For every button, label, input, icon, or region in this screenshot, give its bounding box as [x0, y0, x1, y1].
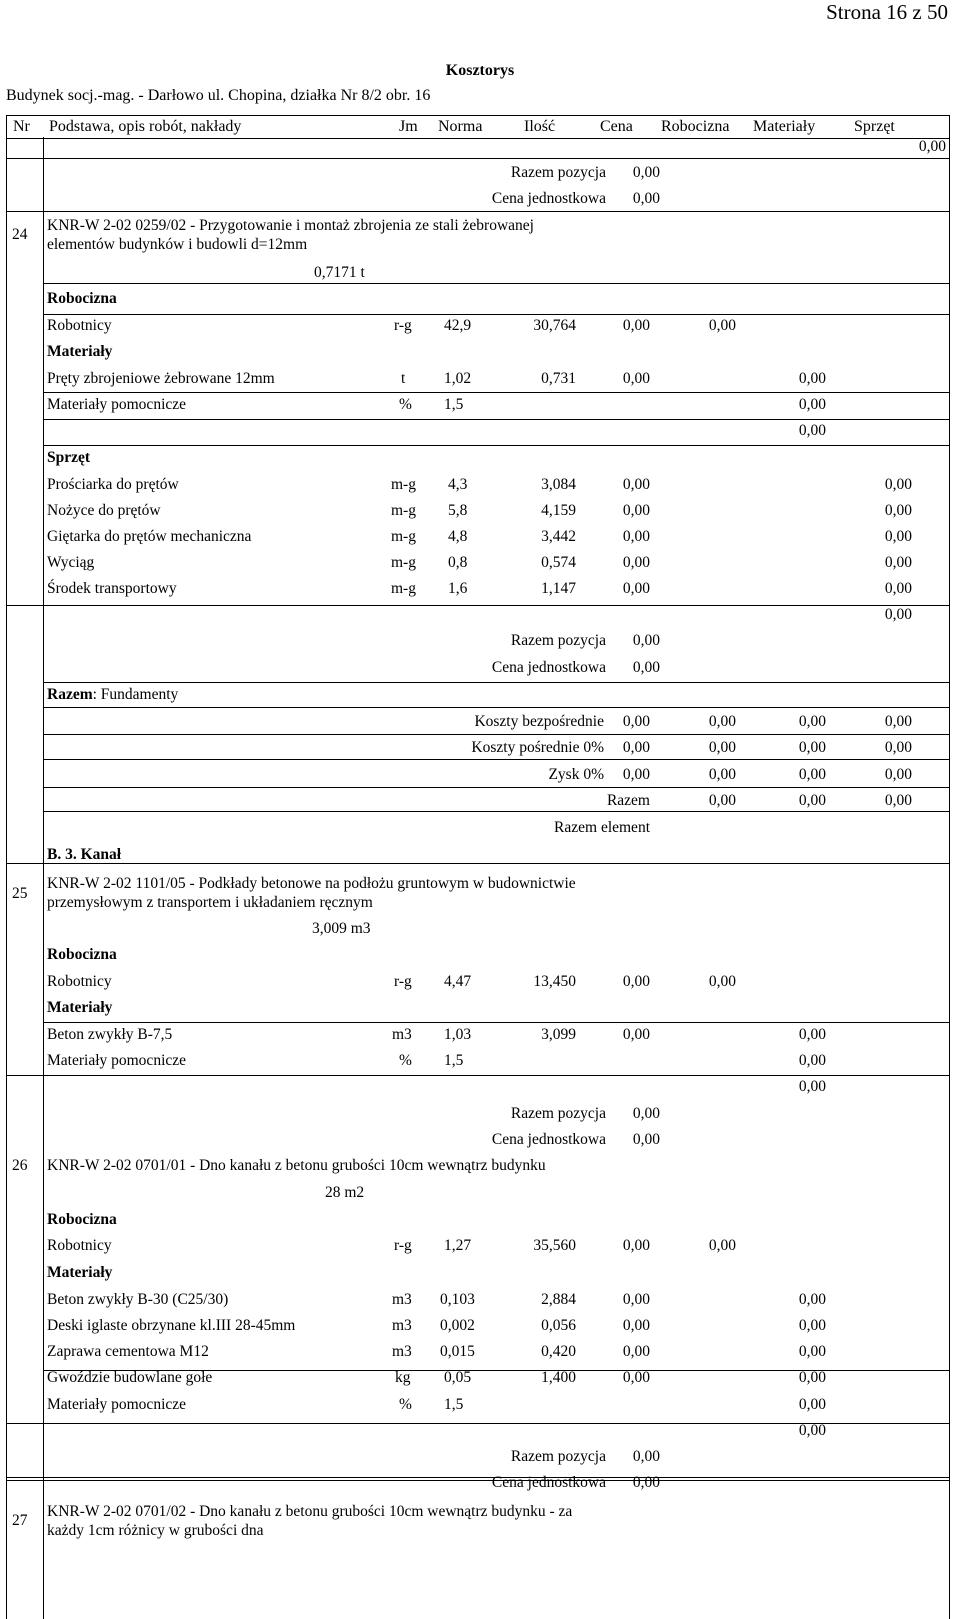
position-quantity: 3,009 m3 [312, 920, 371, 937]
summary-materialy: 0,00 [798, 739, 826, 756]
labor-robocizna: 0,00 [708, 973, 736, 990]
material-ilosc: 0,056 [541, 1317, 576, 1334]
material-name: Zaprawa cementowa M12 [47, 1343, 209, 1360]
material-materialy: 0,00 [798, 1026, 826, 1043]
section-robocizna: Robocizna [47, 290, 117, 307]
equipment-sprzet: 0,00 [884, 476, 912, 493]
position-number: 26 [12, 1157, 28, 1174]
labor-cena: 0,00 [622, 317, 650, 334]
labor-robocizna: 0,00 [708, 1237, 736, 1254]
summary-materialy: 0,00 [798, 766, 826, 783]
section-robocizna: Robocizna [47, 1211, 117, 1228]
summary-title [47, 686, 178, 704]
material-ilosc: 3,099 [541, 1026, 576, 1043]
zysk-label: Zysk 0% [548, 766, 604, 783]
equipment-name: Giętarka do prętów mechaniczna [47, 528, 252, 545]
labor-norma: 1,27 [444, 1237, 472, 1254]
razem-pozycja-label: Razem pozycja [510, 1448, 606, 1465]
material-ilosc: 0,731 [541, 370, 576, 387]
equipment-sprzet: 0,00 [884, 502, 912, 519]
section-sprzet: Sprzęt [47, 449, 91, 466]
razem-pozycja-label: Razem pozycja [510, 1105, 606, 1122]
row-divider [7, 863, 949, 864]
material-norma: 1,5 [444, 1052, 464, 1069]
labor-name: Robotnicy [47, 973, 112, 990]
material-cena: 0,00 [622, 1291, 650, 1308]
header-materialy: Materiały [753, 118, 816, 135]
material-name: Beton zwykły B-30 (C25/30) [47, 1291, 229, 1308]
material-materialy: 0,00 [798, 1343, 826, 1360]
row-divider [43, 787, 949, 788]
material-norma: 1,03 [444, 1026, 472, 1043]
section-robocizna: Robocizna [47, 946, 117, 963]
page-number: Strona 16 z 50 [826, 0, 948, 24]
equipment-ilosc: 3,084 [541, 476, 576, 493]
materials-subtotal: 0,00 [798, 422, 826, 439]
razem-pozycja-value: 0,00 [632, 1448, 660, 1465]
equipment-ilosc: 0,574 [541, 554, 576, 571]
cena-jednostkowa-value: 0,00 [632, 659, 660, 676]
summary-materialy: 0,00 [798, 713, 826, 730]
material-cena: 0,00 [622, 370, 650, 387]
equipment-jm: m-g [391, 554, 416, 571]
position-description: KNR-W 2-02 0259/02 - Przygotowanie i montaż zbrojenia ze stali żebrowanej [47, 217, 534, 234]
material-cena: 0,00 [622, 1343, 650, 1360]
material-jm: t [401, 370, 406, 387]
row-divider [43, 419, 949, 420]
labor-cena: 0,00 [622, 1237, 650, 1254]
header-robocizna: Robocizna [661, 118, 730, 135]
header-cena: Cena [600, 118, 633, 135]
cena-jednostkowa-label: Cena jednostkowa [491, 1474, 606, 1491]
material-jm: m3 [392, 1291, 412, 1308]
material-norma: 0,002 [440, 1317, 475, 1334]
material-norma: 1,5 [444, 1396, 464, 1413]
material-name: Gwoździe budowlane gołe [47, 1369, 213, 1386]
row-divider [7, 605, 949, 606]
labor-jm: r-g [394, 317, 412, 334]
summary-sprzet: 0,00 [884, 792, 912, 809]
labor-cena: 0,00 [622, 973, 650, 990]
razem-label: Razem [606, 792, 650, 809]
material-materialy: 0,00 [798, 1369, 826, 1386]
equipment-jm: m-g [391, 528, 416, 545]
table-header [6, 115, 950, 139]
material-materialy: 0,00 [798, 1052, 826, 1069]
material-norma: 0,05 [444, 1369, 472, 1386]
section-materialy: Materiały [47, 999, 113, 1016]
labor-jm: r-g [394, 973, 412, 990]
material-materialy: 0,00 [798, 370, 826, 387]
document-title: Kosztorys [445, 62, 515, 79]
equipment-norma: 5,8 [448, 502, 468, 519]
koszty-bezposrednie-label: Koszty bezpośrednie [474, 713, 604, 730]
equipment-name: Prościarka do prętów [47, 476, 179, 493]
material-name: Pręty zbrojeniowe żebrowane 12mm [47, 370, 275, 387]
material-jm: m3 [392, 1026, 412, 1043]
material-cena: 0,00 [622, 1369, 650, 1386]
column-divider [43, 137, 44, 1619]
equipment-name: Środek transportowy [47, 580, 177, 597]
labor-name: Robotnicy [47, 1237, 112, 1254]
position-quantity: 28 m2 [325, 1184, 365, 1201]
cena-jednostkowa-label: Cena jednostkowa [491, 659, 606, 676]
materials-subtotal: 0,00 [798, 1078, 826, 1095]
row-divider [7, 158, 949, 159]
material-name: Beton zwykły B-7,5 [47, 1026, 173, 1043]
row-divider [7, 1075, 949, 1076]
position-number: 25 [12, 885, 28, 902]
row-divider [7, 211, 949, 212]
equipment-sprzet: 0,00 [884, 554, 912, 571]
material-ilosc: 1,400 [541, 1369, 576, 1386]
koszty-posrednie-label: Koszty pośrednie 0% [471, 739, 604, 756]
header-norma: Norma [438, 118, 483, 135]
row-divider [43, 445, 949, 446]
material-norma: 1,5 [444, 396, 464, 413]
cena-jednostkowa-value: 0,00 [632, 1474, 660, 1491]
row-divider [43, 759, 949, 760]
razem-element-label: Razem element [554, 819, 650, 836]
row-divider [43, 283, 949, 284]
position-number: 24 [12, 226, 28, 243]
summary-robocizna: 0,00 [708, 766, 736, 783]
equipment-sprzet: 0,00 [884, 528, 912, 545]
equipment-sprzet: 0,00 [884, 580, 912, 597]
row-divider [43, 314, 949, 315]
position-quantity: 0,7171 t [314, 264, 365, 281]
summary-cena: 0,00 [622, 766, 650, 783]
material-jm: m3 [392, 1317, 412, 1334]
summary-title-rest: : Fundamenty [92, 686, 179, 703]
labor-ilosc: 30,764 [533, 317, 576, 334]
material-jm: m3 [392, 1343, 412, 1360]
equipment-cena: 0,00 [622, 528, 650, 545]
labor-name: Robotnicy [47, 317, 112, 334]
equipment-cena: 0,00 [622, 502, 650, 519]
material-name: Materiały pomocnicze [47, 396, 187, 413]
material-norma: 0,015 [440, 1343, 475, 1360]
material-ilosc: 0,420 [541, 1343, 576, 1360]
summary-materialy: 0,00 [798, 792, 826, 809]
cena-jednostkowa-value: 0,00 [632, 1131, 660, 1148]
materials-subtotal: 0,00 [798, 1422, 826, 1439]
carry-total: 0,00 [918, 138, 946, 155]
material-cena: 0,00 [622, 1026, 650, 1043]
material-name: Materiały pomocnicze [47, 1396, 187, 1413]
row-divider [43, 707, 949, 708]
header-opis: Podstawa, opis robót, nakłady [49, 118, 242, 135]
material-materialy: 0,00 [798, 1317, 826, 1334]
material-materialy: 0,00 [798, 1396, 826, 1413]
equipment-cena: 0,00 [622, 476, 650, 493]
material-jm: % [399, 1396, 412, 1413]
labor-norma: 42,9 [444, 317, 472, 334]
row-divider [43, 1022, 949, 1023]
summary-cena: 0,00 [622, 713, 650, 730]
material-jm: % [399, 1052, 412, 1069]
summary-cena: 0,00 [622, 739, 650, 756]
material-ilosc: 2,884 [541, 1291, 576, 1308]
summary-sprzet: 0,00 [884, 766, 912, 783]
razem-pozycja-label: Razem pozycja [510, 632, 606, 649]
material-norma: 1,02 [444, 370, 472, 387]
cena-jednostkowa-label: Cena jednostkowa [491, 1131, 606, 1148]
summary-title-bold: Razem [47, 686, 93, 703]
material-name: Materiały pomocnicze [47, 1052, 187, 1069]
material-materialy: 0,00 [798, 1291, 826, 1308]
header-sprzet: Sprzęt [854, 118, 895, 135]
material-jm: % [399, 396, 412, 413]
equipment-jm: m-g [391, 580, 416, 597]
labor-jm: r-g [394, 1237, 412, 1254]
equipment-cena: 0,00 [622, 580, 650, 597]
labor-norma: 4,47 [444, 973, 472, 990]
material-norma: 0,103 [440, 1291, 475, 1308]
position-description: KNR-W 2-02 1101/05 - Podkłady betonowe na podłożu gruntowym w budownictwie [47, 875, 576, 892]
summary-robocizna: 0,00 [708, 792, 736, 809]
razem-pozycja-value: 0,00 [632, 164, 660, 181]
material-jm: kg [395, 1369, 411, 1386]
position-description: każdy 1cm różnicy w grubości dna [47, 1522, 264, 1539]
labor-robocizna: 0,00 [708, 317, 736, 334]
equipment-jm: m-g [391, 502, 416, 519]
material-materialy: 0,00 [798, 396, 826, 413]
position-description: KNR-W 2-02 0701/01 - Dno kanału z betonu grubości 10cm wewnątrz budynku [47, 1157, 546, 1174]
position-description: przemysłowym z transportem i układaniem ręcznym [47, 894, 373, 911]
summary-sprzet: 0,00 [884, 739, 912, 756]
cena-jednostkowa-label: Cena jednostkowa [491, 190, 606, 207]
row-divider [43, 392, 949, 393]
position-description: elementów budynków i budowli d=12mm [47, 236, 308, 253]
material-name: Deski iglaste obrzynane kl.III 28-45mm [47, 1317, 296, 1334]
equipment-subtotal: 0,00 [884, 606, 912, 623]
labor-ilosc: 13,450 [533, 973, 576, 990]
razem-pozycja-value: 0,00 [632, 1105, 660, 1122]
razem-pozycja-value: 0,00 [632, 632, 660, 649]
summary-sprzet: 0,00 [884, 713, 912, 730]
equipment-cena: 0,00 [622, 554, 650, 571]
equipment-jm: m-g [391, 476, 416, 493]
material-cena: 0,00 [622, 1317, 650, 1334]
row-divider [43, 734, 949, 735]
equipment-ilosc: 3,442 [541, 528, 576, 545]
position-number: 27 [12, 1512, 28, 1529]
row-divider [43, 811, 949, 812]
header-nr: Nr [13, 118, 30, 135]
section-materialy: Materiały [47, 343, 113, 360]
equipment-ilosc: 1,147 [541, 580, 576, 597]
equipment-norma: 4,3 [448, 476, 468, 493]
row-divider [43, 682, 949, 683]
summary-robocizna: 0,00 [708, 713, 736, 730]
section-heading: B. 3. Kanał [47, 846, 122, 863]
labor-ilosc: 35,560 [533, 1237, 576, 1254]
position-description: KNR-W 2-02 0701/02 - Dno kanału z betonu grubości 10cm wewnątrz budynku - za [47, 1503, 573, 1520]
cena-jednostkowa-value: 0,00 [632, 190, 660, 207]
equipment-name: Wyciąg [47, 554, 95, 571]
razem-pozycja-label: Razem pozycja [510, 164, 606, 181]
equipment-norma: 1,6 [448, 580, 468, 597]
header-jm: Jm [399, 118, 418, 135]
section-materialy: Materiały [47, 1264, 113, 1281]
equipment-ilosc: 4,159 [541, 502, 576, 519]
equipment-norma: 4,8 [448, 528, 468, 545]
equipment-norma: 0,8 [448, 554, 468, 571]
header-ilosc: Ilość [524, 118, 556, 135]
document-subtitle: Budynek socj.-mag. - Darłowo ul. Chopina, działka Nr 8/2 obr. 16 [6, 87, 431, 104]
summary-robocizna: 0,00 [708, 739, 736, 756]
equipment-name: Nożyce do prętów [47, 502, 161, 519]
